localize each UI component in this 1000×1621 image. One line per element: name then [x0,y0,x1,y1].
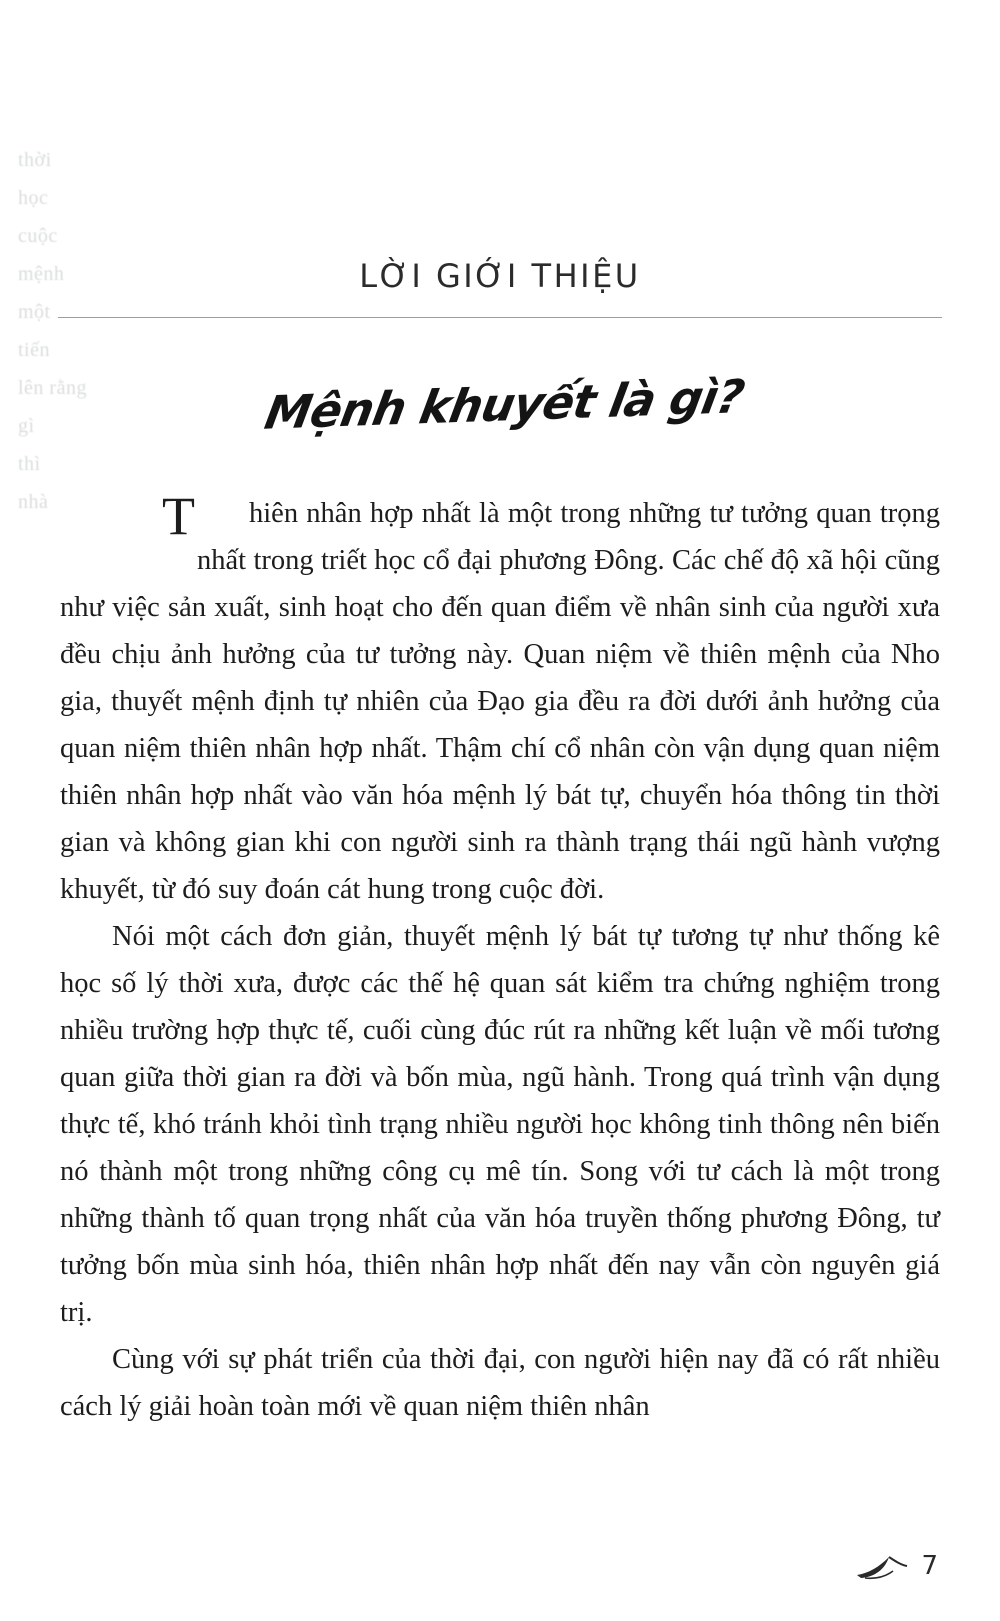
body-text [58,486,942,1430]
chapter-heading: LỜI GIỚI THIỆU [359,257,641,296]
bleed-line: học [18,187,49,210]
bleed-line: tiến [18,339,50,362]
page-number: 7 [921,1551,938,1582]
paragraph-1 [60,486,940,913]
bleed-line: thời [18,149,52,172]
bleed-line: lên rằng [18,377,87,400]
bleed-line: một [18,301,51,324]
bleed-line: cuộc [18,225,58,248]
drop-cap: T [162,486,195,547]
bleed-line: thì [18,453,41,476]
heading-divider [58,317,942,318]
leaf-ornament-icon [855,1551,915,1581]
paragraph-2: Nói một cách đơn giản, thuyết mệnh lý bát tự tương tự như thống kê học số lý thời xưa, được các thế hệ quan sát kiểm tra chứng nghiệm trong nhiều trường hợp thực tế, cuối cùng đúc rút ra những kết luận về mối tương quan giữa thời gian ra đời và bốn mùa, ngũ hành. Trong quá trình vận dụng thực tế, khó tránh khỏi tình trạng nhiều người học không tinh thông nên biến nó thành một trong những công cụ mê tín. Song với tư cách là một trong những thành tố quan trọng nhất của văn hóa truyền thống phương Đông, tư tưởng bốn mùa sinh hóa, thiên nhân hợp nhất đến nay vẫn còn nguyên giá trị. [60,921,940,1329]
book-page [0,21,1000,1621]
bleed-line: nhà [18,491,49,514]
bleed-line: mệnh [18,263,65,286]
bleed-line: gì [18,415,35,438]
paragraph-3: Cùng với sự phát triển của thời đại, con người hiện nay đã có rất nhiều cách lý giải hoàn toàn mới về quan niệm thiên nhân [60,1344,940,1423]
page-footer [855,1551,938,1581]
handwritten-subtitle: Mệnh khuyết là gì? [260,369,748,441]
paragraph-1-text: hiên nhân hợp nhất là một trong những tư tưởng quan trọng nhất trong triết học cổ đại phương Đông. Các chế độ xã hội cũng như việc sản xuất, sinh hoạt cho đến quan điểm về nhân sinh của người xưa đều chịu ảnh hưởng của tư tưởng này. Quan niệm về thiên mệnh của Nho gia, thuyết mệnh định tự nhiên của Đạo gia đều ra đời dưới ảnh hưởng của quan niệm thiên nhân hợp nhất. Thậm chí cổ nhân còn vận dụng quan niệm thiên nhân hợp nhất vào văn hóa mệnh lý bát tự, chuyển hóa thông tin thời gian và không gian khi con người sinh ra thành trạng thái ngũ hành vượng khuyết, từ đó suy đoán cát hung trong cuộc đời. [60,498,940,906]
